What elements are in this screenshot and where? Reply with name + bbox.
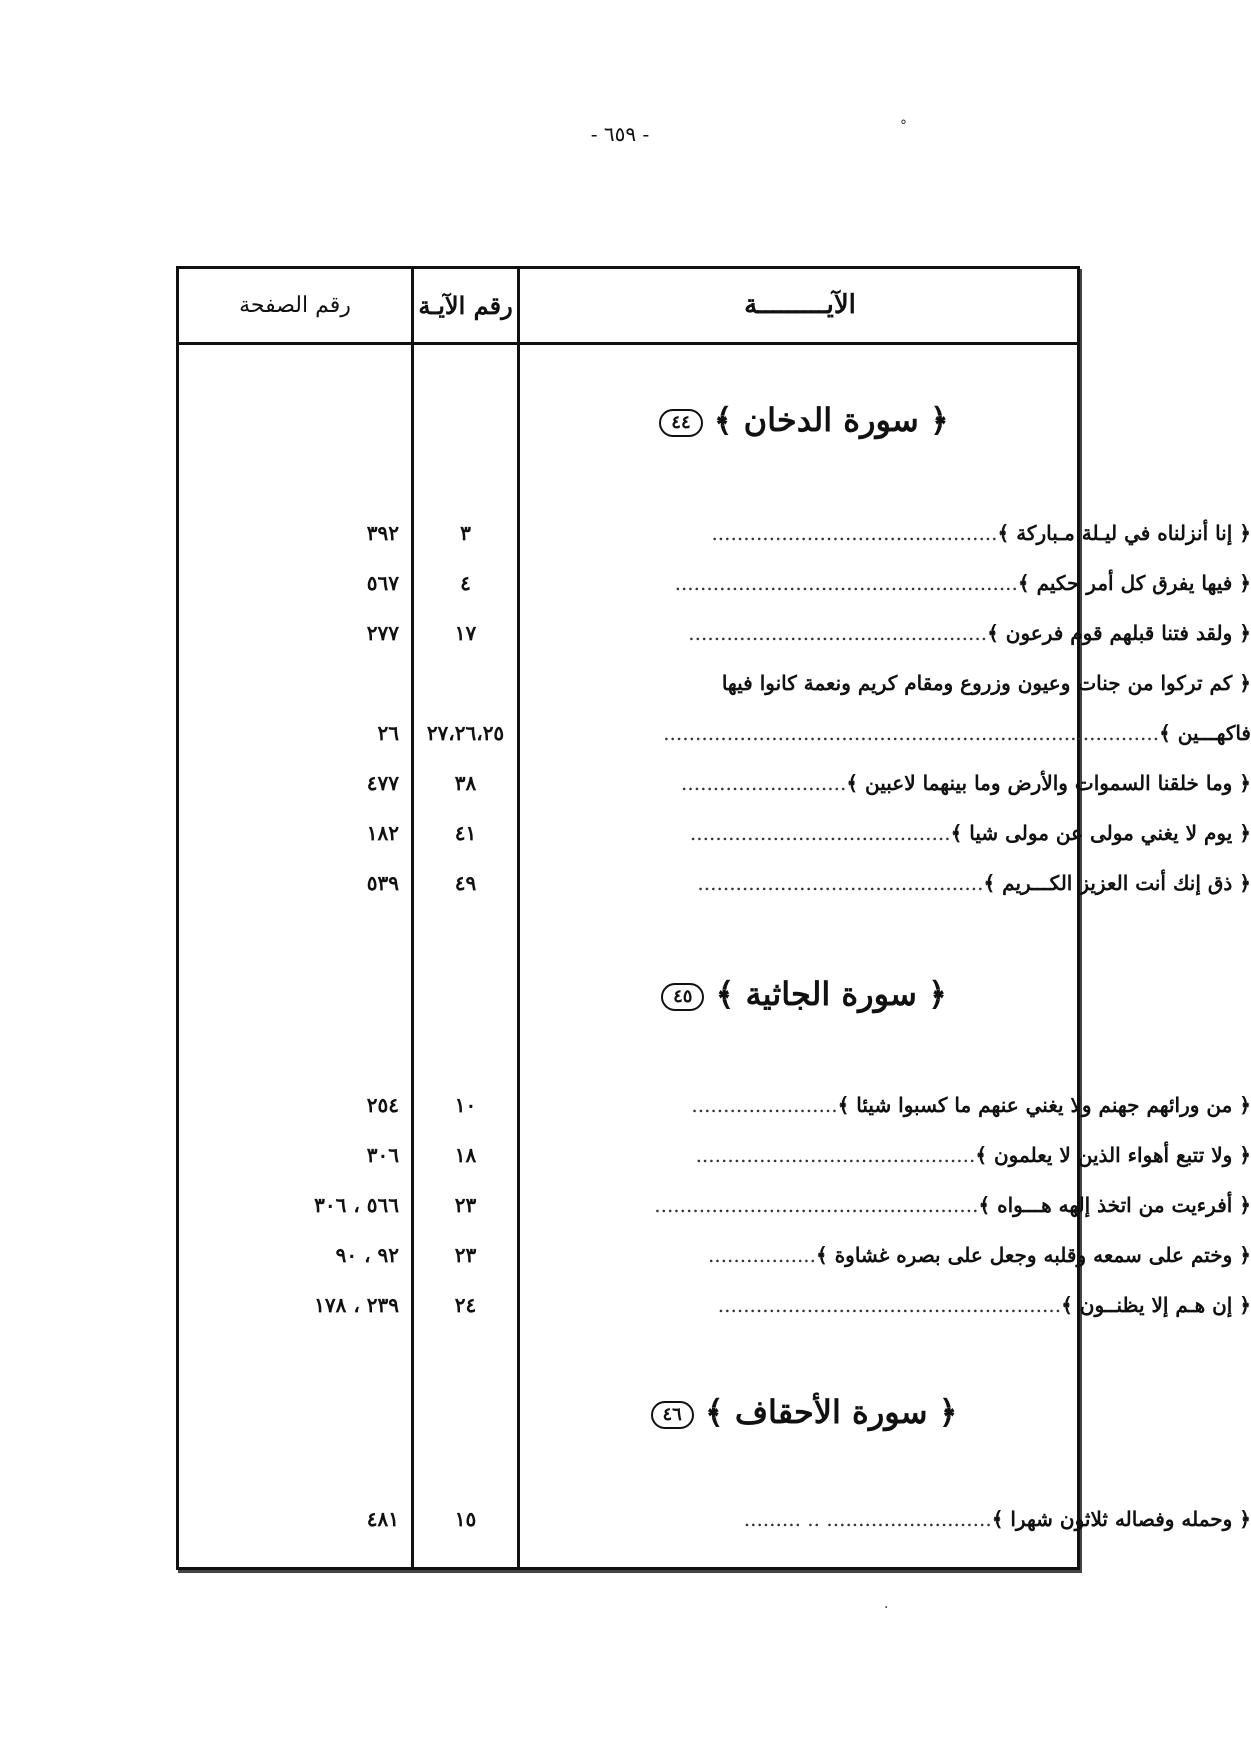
table-row: ﴿ وما خلقنا السموات والأرض وما بينهما لاعبين ﴾.......................... ٣٨ ٤٧٧ [179,765,1077,801]
ayah-number: ٤ [460,571,471,595]
page-ref: ٢٦ [377,721,399,745]
ayah-text: ﴿ إن هـم إلا يظنــون ﴾ [1061,1293,1251,1317]
table-row: فاكهـــين ﴾.............................................................................. ٢٧،٢٦،٢٥ ٢٦ [179,715,1077,751]
table-row: ﴿ أفرءيت من اتخذ إلهه هـــواه ﴾................................................... ٢٣ ٥٦٦ ، ٣٠٦ [179,1187,1077,1223]
surah-number-badge: ٤٦ [651,1401,694,1429]
ayah-number: ١٥ [454,1507,477,1531]
table-row: ﴿ إنا أنزلناه في ليـلة مـباركة ﴾............................................. ٣ ٣٩٢ [179,515,1077,551]
surah-heading [520,401,1080,439]
surah-number-badge: ٤٥ [661,983,704,1011]
table-row: ﴿ ولا تتبع أهواء الذين لا يعلمون ﴾............................................ ١٨ ٣٠٦ [179,1137,1077,1173]
ayah-number: ٣٨ [454,771,477,795]
ayah-column-header: الآيـــــــــة [744,290,856,320]
ayah-text: ﴿ إنا أنزلناه في ليـلة مـباركة ﴾ [997,521,1251,545]
table-row: ﴿ وحمله وفصاله ثلاثون شهرا ﴾.......................... .. ......... ١٥ ٤٨١ [179,1501,1077,1537]
table-header [179,269,1077,345]
ayah-text: ﴿ فيها يفرق كل أمر حكيم ﴾ [1017,571,1251,595]
table-row: ﴿ يوم لا يغني مولى عن مولى شيا ﴾......................................... ٤١ ١٨٢ [179,815,1077,851]
page-ref: ٥٦٦ ، ٣٠٦ [314,1193,399,1217]
scan-speck: · [884,1600,889,1616]
table-row: ﴿ وختم على سمعه وقلبه وجعل على بصره غشاوة ﴾................. ٢٣ ٩٢ ، ٩٠ [179,1237,1077,1273]
index-table [176,266,1251,1570]
column-divider [411,269,414,1567]
table-row: ﴿ ذق إنك أنت العزيز الكـــريم ﴾............................................. ٤٩ ٥٣٩ [179,865,1077,901]
surah-number-badge: ٤٤ [659,409,702,437]
ayah-text: ﴿ وحمله وفصاله ثلاثون شهرا ﴾ [991,1507,1251,1531]
column-divider [517,269,520,1567]
page-ref: ١٨٢ [366,821,399,845]
ayah-text: ﴿ وما خلقنا السموات والأرض وما بينهما لاعبين ﴾ [846,771,1251,795]
ayah-text: ﴿ وختم على سمعه وقلبه وجعل على بصره غشاوة ﴾ [816,1243,1251,1267]
ayah-number-column-header: رقم الآيـة [418,291,513,320]
page-ref: ٩٢ ، ٩٠ [335,1243,399,1267]
ayah-number: ٢٤ [454,1293,477,1317]
ayah-text: ﴿ أفرءيت من اتخذ إلهه هـــواه ﴾ [978,1193,1251,1217]
ayah-text: ﴿ ولقد فتنا قبلهم قوم فرعون ﴾ [987,621,1251,645]
page-ref: ٣٩٢ [366,521,399,545]
ayah-number: ١٧ [454,621,477,645]
ayah-number: ٤١ [454,821,477,845]
page-ref: ٢٣٩ ، ١٧٨ [314,1293,399,1317]
ayah-number: ٢٣ [454,1243,477,1267]
page-ref: ٥٣٩ [366,871,399,895]
page-ref: ٥٦٧ [366,571,399,595]
page-ref: ٤٨١ [366,1507,399,1531]
page-ref: ٢٥٤ [366,1093,399,1117]
ayah-number: ٣ [460,521,471,545]
surah-title: ﴿ سورة الأحقاف ﴾ [704,1393,958,1431]
ayah-number: ٤٩ [454,871,477,895]
ayah-text: ﴿ من ورائهم جهنم ولا يغني عنهم ما كسبوا شيئا ﴾ [837,1093,1251,1117]
ayah-text: ﴿ كم تركوا من جنات وعيون وزروع ومقام كريم ونعمة كانوا فيها [721,671,1251,695]
table-row: ﴿ من ورائهم جهنم ولا يغني عنهم ما كسبوا شيئا ﴾....................... ١٠ ٢٥٤ [179,1087,1077,1123]
surah-title: ﴿ سورة الدخان ﴾ [713,401,949,439]
ayah-text: ﴿ ولا تتبع أهواء الذين لا يعلمون ﴾ [975,1143,1251,1167]
table-row: ﴿ ولقد فتنا قبلهم قوم فرعون ﴾............................................... ١٧ ٢٧٧ [179,615,1077,651]
surah-heading [520,1393,1080,1431]
scan-speck: ° [900,118,907,134]
page-ref: ٢٧٧ [366,621,399,645]
table-row: ﴿ إن هـم إلا يظنــون ﴾...................................................... ٢٤ ٢٣٩ ، ١٧٨ [179,1287,1077,1323]
ayah-number: ١٠ [454,1093,477,1117]
ayah-text: ﴿ يوم لا يغني مولى عن مولى شيا ﴾ [950,821,1251,845]
ayah-text: فاكهـــين ﴾ [1159,721,1251,745]
ayah-number: ١٨ [454,1143,477,1167]
page-ref: ٣٠٦ [366,1143,399,1167]
page-number: - ٦٥٩ - [590,122,650,146]
ayah-text: ﴿ ذق إنك أنت العزيز الكـــريم ﴾ [983,871,1251,895]
page-column-header: رقم الصفحة [239,293,351,318]
ayah-number: ٢٣ [454,1193,477,1217]
table-row [179,665,1251,701]
surah-title: ﴿ سورة الجاثية ﴾ [715,975,947,1013]
surah-heading [520,975,1080,1013]
ayah-number: ٢٧،٢٦،٢٥ [426,721,505,745]
table-row: ﴿ فيها يفرق كل أمر حكيم ﴾...................................................... ٤ ٥٦٧ [179,565,1077,601]
page-ref: ٤٧٧ [366,771,399,795]
